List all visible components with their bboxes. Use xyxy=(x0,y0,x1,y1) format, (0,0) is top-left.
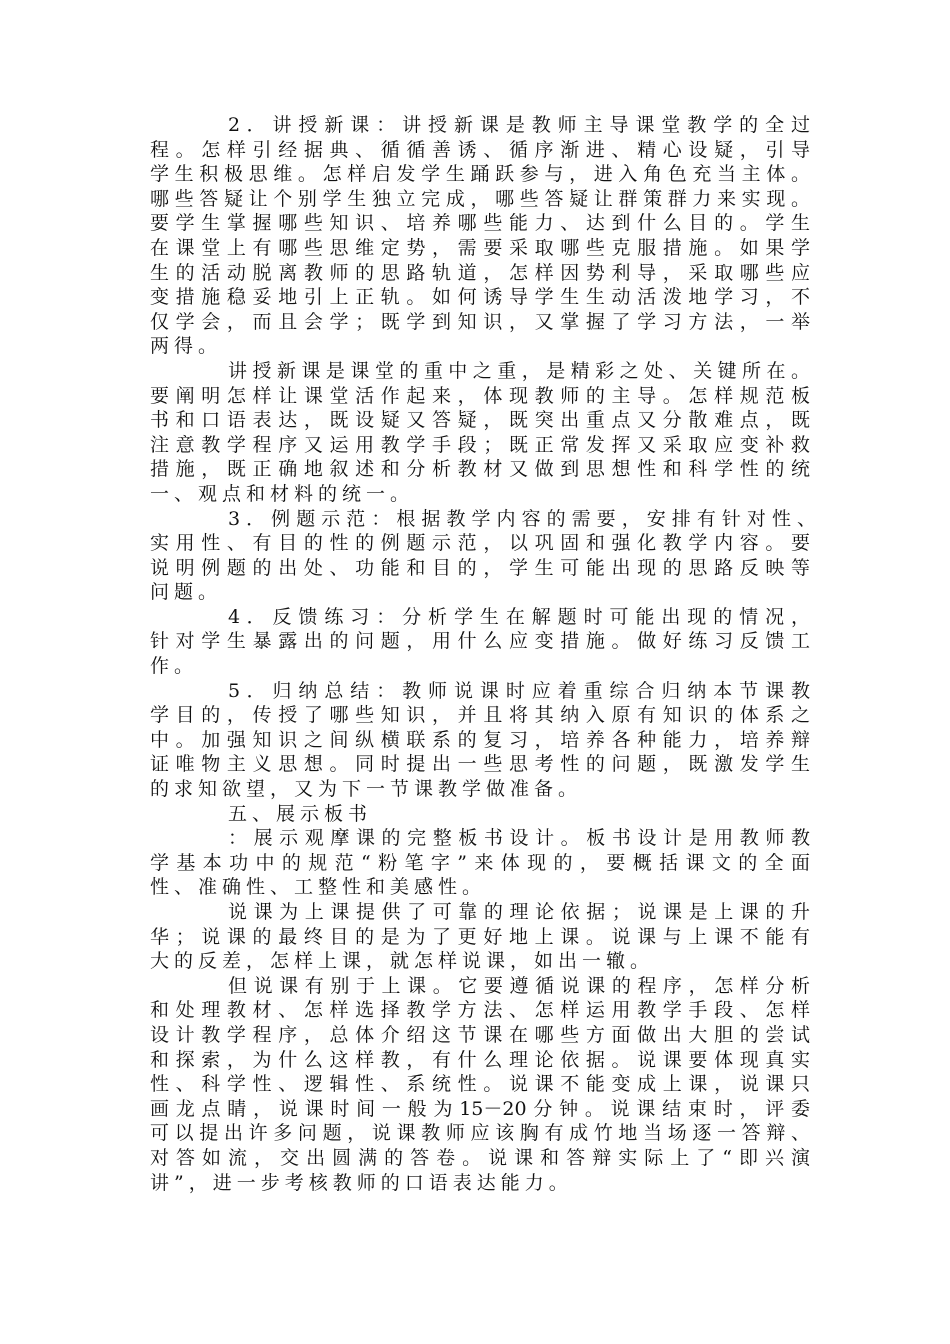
text-line: 书和口语表达，既设疑又答疑，既突出重点又分散难点，既 xyxy=(150,409,810,432)
text-line: 和处理教材、怎样选择教学方法、怎样运用教学手段、怎样 xyxy=(150,999,810,1022)
text-line: 两得。 xyxy=(150,335,223,358)
text-line: 画龙点睛，说课时间一般为15－20分钟。说课结束时，评委 xyxy=(150,1097,810,1120)
text-line: 性、科学性、逻辑性、系统性。说课不能变成上课，说课只 xyxy=(150,1073,810,1096)
text-line: 2 ． 讲 授 新 课 ： 讲 授 新 课 是 教 师 主 导 课 堂 教 学 的 全 过 xyxy=(228,114,810,136)
text-line: 学基本功中的规范“粉笔字”来体现的，要概括课文的全面 xyxy=(150,851,810,874)
text-line: 五、展示板书 xyxy=(228,802,373,825)
text-line: 哪些答疑让个别学生独立完成，哪些答疑让群策群力来实现。 xyxy=(150,187,810,210)
text-line: 可以提出许多问题，说课教师应该胸有成竹地当场逐一答辩、 xyxy=(150,1122,810,1145)
text-line: 针对学生暴露出的问题，用什么应变措施。做好练习反馈工 xyxy=(150,630,810,653)
text-line: 实用性、有目的性的例题示范，以巩固和强化教学内容。要 xyxy=(150,532,810,555)
document-body xyxy=(150,113,816,1195)
text-line: 说明例题的出处、功能和目的，学生可能出现的思路反映等 xyxy=(150,556,810,579)
text-line: 性、准确性、工整性和美感性。 xyxy=(150,876,487,899)
text-line: ：展示观摩课的完整板书设计。板书设计是用教师教 xyxy=(228,827,810,850)
text-line: 要阐明怎样让课堂活作起来，体现教师的主导。怎样规范板 xyxy=(150,384,810,407)
text-line: 在课堂上有哪些思维定势，需要采取哪些克服措施。如果学 xyxy=(150,236,810,259)
text-line: 但说课有别于上课。它要遵循说课的程序，怎样分析 xyxy=(228,974,810,997)
text-line: 讲授新课是课堂的重中之重，是精彩之处、关键所在。 xyxy=(228,359,810,382)
text-line: 和探索，为什么这样教，有什么理论依据。说课要体现真实 xyxy=(150,1048,810,1071)
text-line: 措施，既正确地叙述和分析教材又做到思想性和科学性的统 xyxy=(150,458,810,481)
text-line: 的求知欲望，又为下一节课教学做准备。 xyxy=(150,778,583,801)
text-line: 4 ． 反 馈 练 习 ： 分 析 学 生 在 解 题 时 可 能 出 现 的 情 况 ， xyxy=(228,605,810,628)
text-line: 华；说课的最终目的是为了更好地上课。说课与上课不能有 xyxy=(150,925,810,948)
text-line: 讲”，进一步考核教师的口语表达能力。 xyxy=(150,1171,573,1194)
text-line: 5 ． 归 纳 总 结 ： 教 师 说 课 时 应 着 重 综 合 归 纳 本 节 课 教 xyxy=(228,679,810,702)
text-line: 作。 xyxy=(150,655,199,678)
text-line: 一、观点和材料的统一。 xyxy=(150,482,415,505)
text-line: 大的反差，怎样上课，就怎样说课，如出一辙。 xyxy=(150,950,655,973)
text-line: 3 ． 例 题 示 范 ： 根 据 教 学 内 容 的 需 要 ， 安 排 有 针 对 性 、 xyxy=(228,507,816,530)
text-line: 学生积极思维。怎样启发学生踊跃参与，进入角色充当主体。 xyxy=(150,163,810,186)
text-line: 问题。 xyxy=(150,581,223,604)
text-line: 仅学会，而且会学；既学到知识，又掌握了学习方法，一举 xyxy=(150,310,810,333)
text-line: 变措施稳妥地引上正轨。如何诱导学生生动活泼地学习，不 xyxy=(150,286,810,309)
text-line: 程。怎样引经据典、循循善诱、循序渐进、精心设疑，引导 xyxy=(150,138,810,161)
text-line: 证唯物主义思想。同时提出一些思考性的问题，既激发学生 xyxy=(150,753,810,776)
text-line: 对答如流，交出圆满的答卷。说课和答辩实际上了“即兴演 xyxy=(150,1146,810,1169)
text-line: 设计教学程序，总体介绍这节课在哪些方面做出大胆的尝试 xyxy=(150,1023,810,1046)
text-line: 要学生掌握哪些知识、培养哪些能力、达到什么目的。学生 xyxy=(150,212,810,235)
text-line: 生的活动脱离教师的思路轨道，怎样因势利导，采取哪些应 xyxy=(150,261,810,284)
text-line: 注意教学程序又运用教学手段；既正常发挥又采取应变补救 xyxy=(150,433,810,456)
text-line: 说课为上课提供了可靠的理论依据；说课是上课的升 xyxy=(228,901,810,923)
text-line: 学目的，传授了哪些知识，并且将其纳入原有知识的体系之 xyxy=(150,704,810,727)
text-line: 中。加强知识之间纵横联系的复习，培养各种能力，培养辩 xyxy=(150,728,810,751)
